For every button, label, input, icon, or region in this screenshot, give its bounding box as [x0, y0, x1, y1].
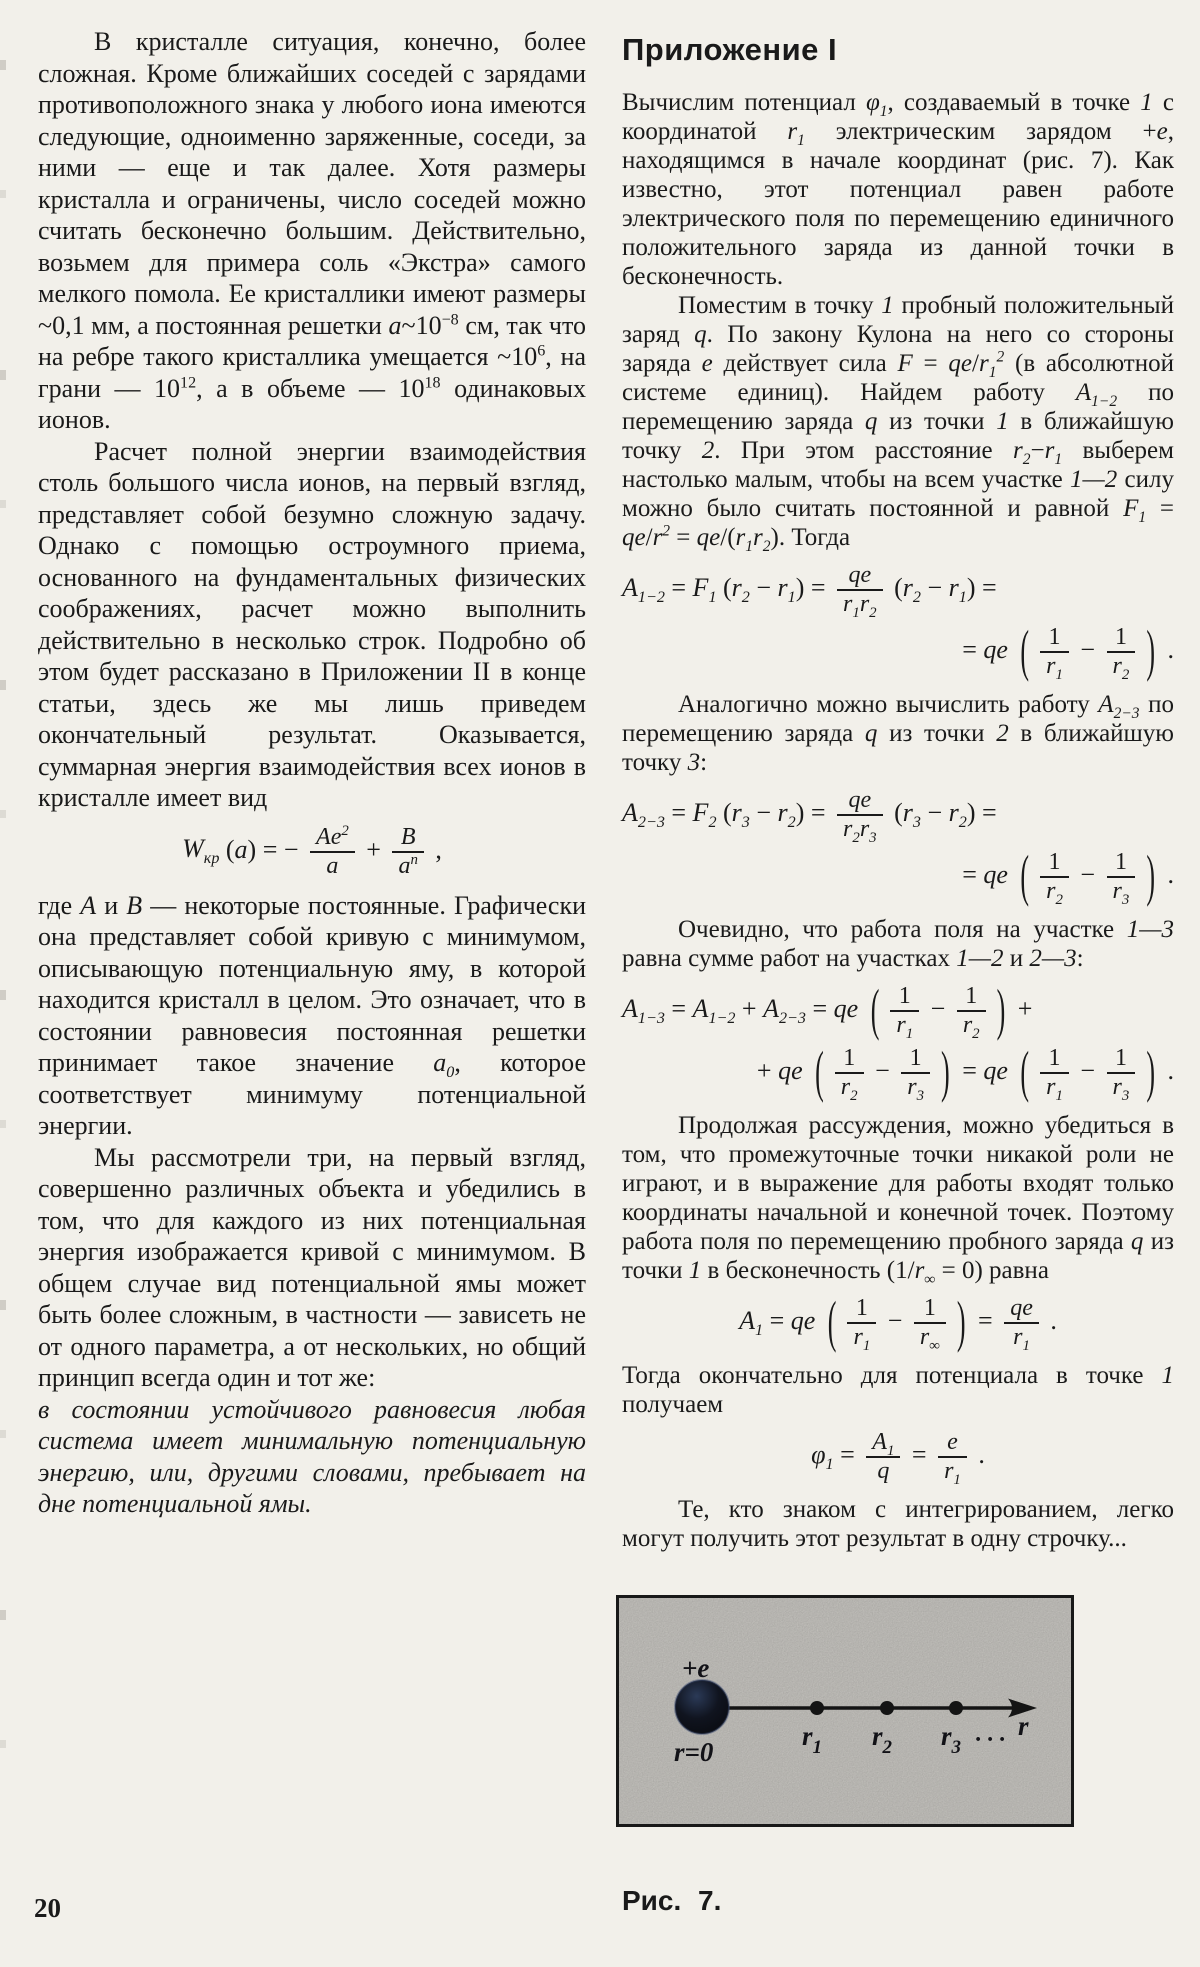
formula-potential-result: $\varphi_1$ = $\frac{A_1}{q}$ = $\frac{e}{r_1}$ . [811, 1429, 985, 1488]
paragraph-integration-note: Те, кто знаком с интегрированием, легко могут получить этот результат в одну строчку... [622, 1496, 1174, 1552]
formula-row: $A_{2-3} = F_2$ $(r_3 - r_2)$ = $\frac{qe}{r_2r_3}$ $(r_3 - r_2)$ = [622, 787, 997, 846]
paragraph-finally: Тогда окончательно для потенциала в точке 1 получаем [622, 1362, 1174, 1418]
figure-7 [616, 1595, 1074, 1827]
paragraph-principle-italic: в состоянии устойчивого равновесия любая система имеет минимальную потенциальную энергию, или, другими словами, пребывает на дне потенциальной ямы. [38, 1394, 586, 1518]
formula-row: = qe ( $\frac{1}{r_1}$ − $\frac{1}{r_2}$ ) . [962, 619, 1174, 683]
paragraph-test-charge: Поместим в точку 1 пробный положительный заряд q. По закону Кулона на него со стороны заряда e действует сила $F = qe/r_1^2$ (в абсолютной системе единиц). Найдем работу $A_{1-2}$ по перемещению заряда q из точки 1 в ближайшую точку 2. При этом расстояние $r_2-r_1$ выберем настолько малым, чтобы на всем участке 1—2 силу можно было считать постоянной и равной $F_1 = qe/r^2 = qe/(r_1r_2)$. Тогда [622, 292, 1174, 555]
formula-row: = qe ( $\frac{1}{r_2}$ − $\frac{1}{r_3}$ ) . [962, 844, 1174, 908]
right-column [622, 26, 1174, 1917]
formula-row: $A_{1-3} = A_{1-2} + A_{2-3}$ = qe ( $\frac{1}{r_1}$ − $\frac{1}{r_2}$ ) + [622, 978, 1033, 1042]
paragraph-analogous-work: Аналогично можно вычислить работу $A_{2-3}$ по перемещению заряда q из точки 2 в ближайшую точку 3: [622, 691, 1174, 776]
point-label-r1: $r_1$ [801, 1721, 823, 1758]
left-column [38, 26, 586, 1520]
paragraph-crystal-neighbors: В кристалле ситуация, конечно, более сложная. Кроме ближайших соседей с зарядами противоположного знака у любого иона имеются следующие, одноименно заряженные, соседи, за ними — еще и так далее. Хотя размеры кристалла и ограничены, число соседей можно считать бесконечно большим. Действительно, возьмем для примера соль «Экстра» самого мелкого помола. Ее кристаллики имеют размеры ~0,1 мм, а постоянная решетки $a\sim 10^{-8}$ см, так что на ребре такого кристаллика умещается $\sim 10^6$, на грани — $10^{12}$, а в объеме — $10^{18}$ одинаковых ионов. [38, 27, 587, 434]
paragraph-energy-calculation: Расчет полной энергии взаимодействия столь большого числа ионов, на первый взгляд, представляет собой безумно сложную задачу. Однако с помощью остроумного приема, основанного на фундаментальных физических соображениях, расчет можно выполнить действительно в несколько строк. Подробно об этом будет рассказано в Приложении II в конце статьи, здесь же мы лишь приведем окончательный результат. Оказывается, суммарная энергия взаимодействия всех ионов в кристалле имеет вид [38, 436, 586, 812]
formula-row: + qe ( $\frac{1}{r_2}$ − $\frac{1}{r_3}$ ) = qe ( $\frac{1}{r_1}$ − $\frac{1}{r_3}$ ) . [756, 1040, 1174, 1104]
charge-circle [675, 1680, 729, 1734]
paragraph-intermediate-points: Продолжая рассуждения, можно убедиться в том, что промежуточные точки никакой роли не играют, и в выражение для работы входят только координаты начальной и конечной точек. Поэтому работа поля по перемещению пробного заряда q из точки 1 в бесконечность $(1/r_\infty = 0)$ равна [622, 1112, 1174, 1288]
paragraph-potential-intro: Вычислим потенциал $\varphi_1$, создаваемый в точке 1 с координатой $r_1$ электрическим зарядом +e, находящимся в начале координат (рис. 7). Как известно, этот потенциал равен работе электрического поля по перемещению единичного положительного заряда из данной точки в бесконечность. [622, 89, 1174, 290]
figure-caption: Рис. 7. [622, 1885, 722, 1916]
scan-edge-artifact [0, 60, 6, 1820]
point-label-r2: $r_2$ [871, 1721, 893, 1758]
charge-axis-diagram [616, 1595, 1074, 1827]
page-number: 20 [34, 1893, 61, 1923]
formula-work-1-3 [622, 978, 1174, 1104]
ellipsis-label: ... [976, 1721, 1012, 1747]
paragraph-three-objects: Мы рассмотрели три, на первый взгляд, совершенно различных объекта и убедились в том, что для каждого из них потенциальная энергия изображается кривой с минимумом. В общем случае вид потенциальной ямы может быть более сложным, в частности — зависеть не от одного параметра, а от нескольких, но общий принцип всегда один и тот же: [38, 1142, 586, 1392]
paragraph-sum-of-works: Очевидно, что работа поля на участке 1—3 равна сумме работ на участках 1—2 и 2—3: [622, 916, 1174, 972]
formula-crystal-energy: $W_{кр}$ (a) = − $\frac{Ae^2}{a}$ + $\frac{B}{a^n}$ , [182, 822, 442, 879]
point-label-r3: $r_3$ [940, 1721, 962, 1758]
formula-work-2-3 [622, 787, 1174, 908]
point-dot-r2 [880, 1701, 894, 1715]
formula-work-to-infinity: $A_1$ = qe ( $\frac{1}{r_1}$ − $\frac{1}{r_\infty}$ ) = $\frac{qe}{r_1}$ . [739, 1290, 1057, 1354]
point-dot-r1 [810, 1701, 824, 1715]
origin-label: r=0 [674, 1737, 714, 1767]
charge-label: +e [682, 1653, 710, 1683]
formula-row: $A_{1-2} = F_1$ $(r_2 - r_1)$ = $\frac{qe}{r_1r_2}$ $(r_2 - r_1)$ = [622, 562, 997, 621]
appendix-heading: Приложение I [622, 32, 838, 67]
paragraph-constants: где A и B — некоторые постоянные. Графически она представляет собой кривую с минимумом, описывающую потенциальную яму, в которой находится кристалл в целом. Это означает, что в состоянии равновесия постоянная решетки принимает такое значение $a_0$, которое соответствует минимуму потенциальной энергии. [38, 890, 586, 1140]
axis-label: r [1018, 1711, 1029, 1741]
formula-work-1-2 [622, 562, 1174, 683]
point-dot-r3 [949, 1701, 963, 1715]
